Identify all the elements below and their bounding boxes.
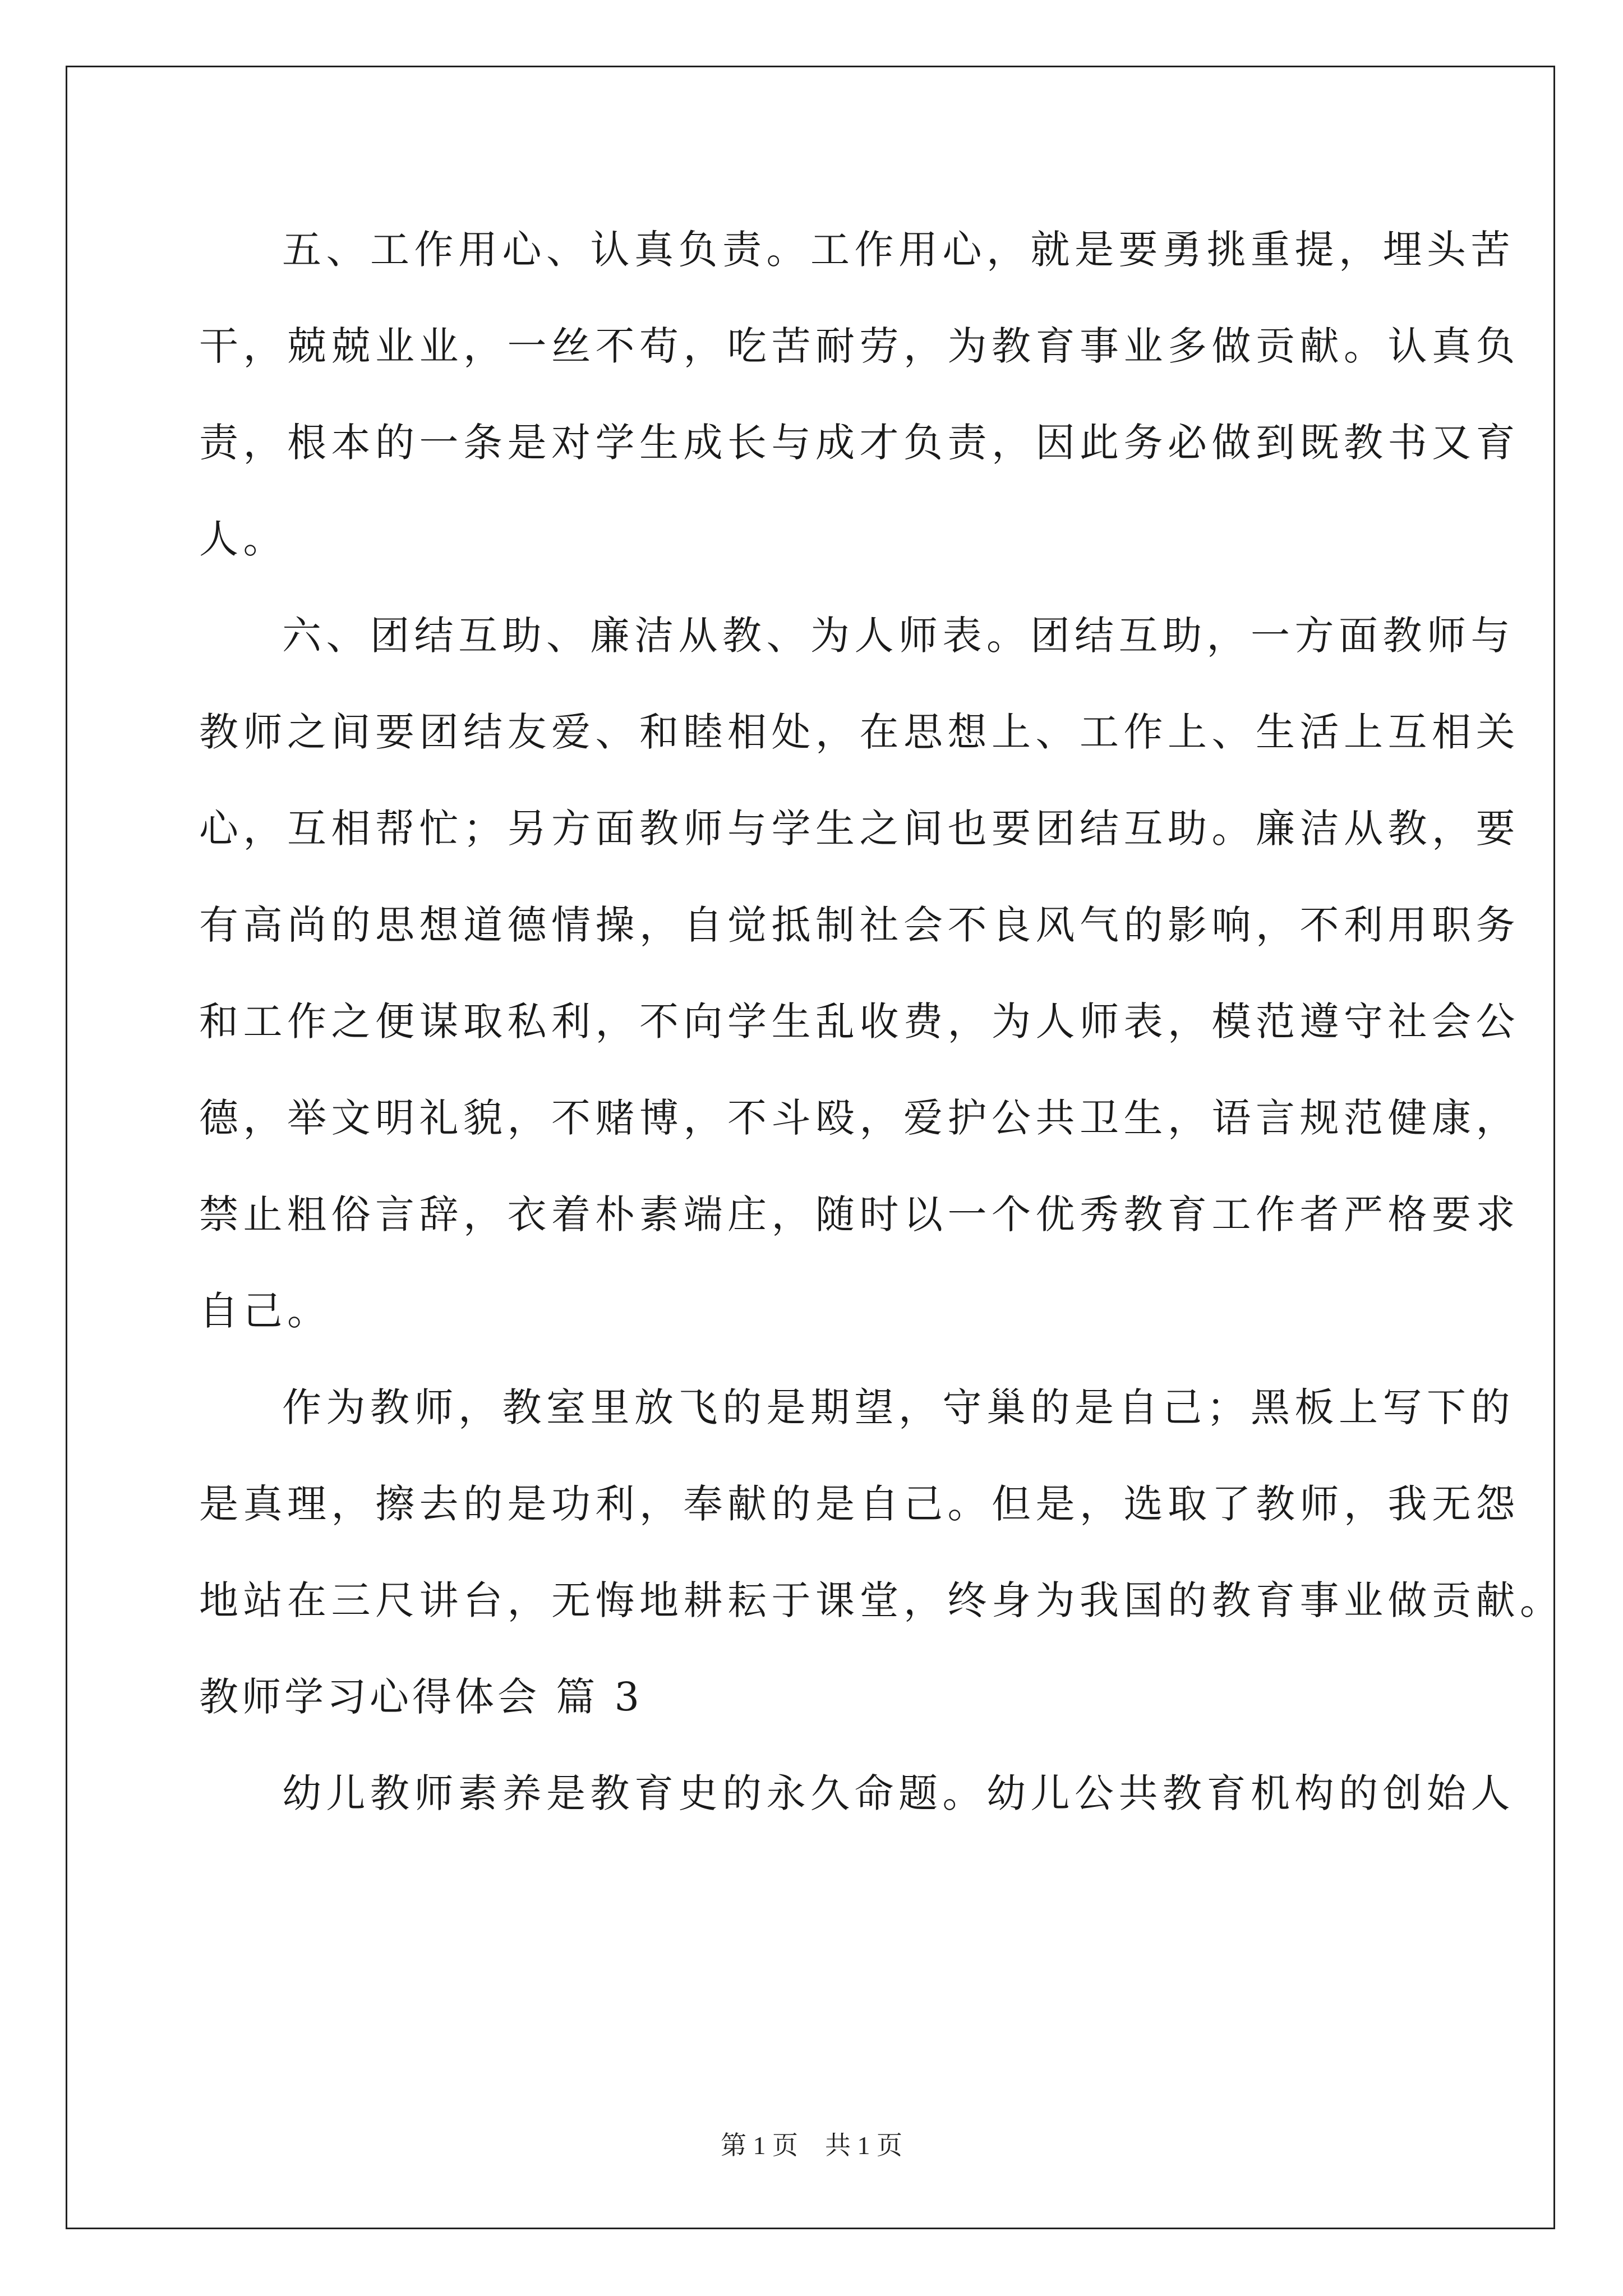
paragraph-line: 幼儿教师素养是教育史的永久命题。幼儿公共教育机构的创始人 — [282, 1770, 1515, 1816]
page-total: 共 1 页 — [825, 2131, 902, 2160]
paragraph-line: 五、工作用心、认真负责。工作用心，就是要勇挑重提，埋头苦 — [282, 227, 1515, 273]
paragraph-line: 禁止粗俗言辞，衣着朴素端庄，随时以一个优秀教育工作者严格要求 — [199, 1191, 1520, 1237]
paragraph-line: 六、团结互助、廉洁从教、为人师表。团结互助，一方面教师与 — [282, 613, 1515, 659]
paragraph-line: 有高尚的思想道德情操，自觉抵制社会不良风气的影响，不利用职务 — [199, 902, 1520, 948]
paragraph-line: 人。 — [199, 516, 287, 562]
paragraph-line: 教师之间要团结友爱、和睦相处，在思想上、工作上、生活上互相关 — [199, 709, 1520, 755]
paragraph-line: 作为教师，教室里放飞的是期望，守巢的是自己；黑板上写下的 — [282, 1384, 1515, 1430]
paragraph-line: 自己。 — [199, 1288, 331, 1334]
page-footer — [0, 2125, 1623, 2162]
page-number: 第 1 页 — [721, 2131, 798, 2160]
paragraph-line: 德，举文明礼貌，不赌博，不斗殴，爱护公共卫生，语言规范健康， — [199, 1095, 1520, 1141]
paragraph-line: 是真理，擦去的是功利，奉献的是自己。但是，选取了教师，我无怨 — [199, 1481, 1520, 1527]
paragraph-line: 地站在三尺讲台，无悔地耕耘于课堂，终身为我国的教育事业做贡献。 — [199, 1577, 1564, 1623]
paragraph-line: 和工作之便谋取私利，不向学生乱收费，为人师表，模范遵守社会公 — [199, 999, 1520, 1045]
section-heading: 教师学习心得体会 篇 3 — [199, 1674, 643, 1720]
paragraph-line: 心，互相帮忙；另方面教师与学生之间也要团结互助。廉洁从教，要 — [199, 806, 1520, 852]
paragraph-line: 干，兢兢业业，一丝不苟，吃苦耐劳，为教育事业多做贡献。认真负 — [199, 323, 1520, 369]
paragraph-line: 责，根本的一条是对学生成长与成才负责，因此务必做到既教书又育 — [199, 420, 1520, 466]
